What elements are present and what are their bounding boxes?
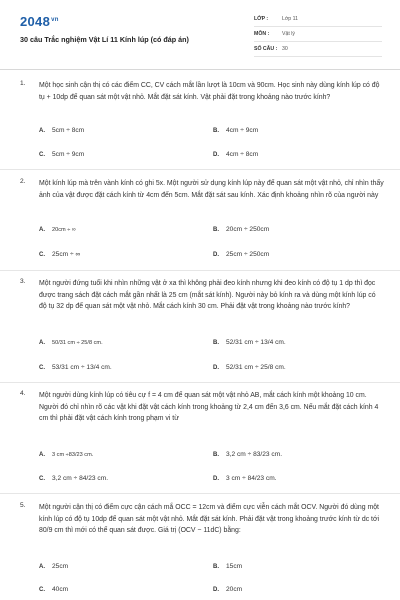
option-letter: B. <box>213 452 219 458</box>
option-letter: D. <box>213 587 219 593</box>
option-a[interactable] <box>39 127 84 134</box>
option-letter: D. <box>213 252 219 258</box>
question-separator <box>0 270 400 271</box>
option-d[interactable] <box>213 475 277 482</box>
option-letter: C. <box>39 587 45 593</box>
option-c[interactable] <box>39 586 68 593</box>
meta-key: LỚP : <box>254 16 269 22</box>
meta-row-subject <box>254 28 382 42</box>
option-a[interactable] <box>39 451 93 458</box>
option-text: 52/31 cm ÷ 13/4 cm. <box>226 339 286 346</box>
option-d[interactable] <box>213 586 242 593</box>
option-text: 3 cm ÷83/23 cm. <box>52 452 94 458</box>
option-a[interactable] <box>39 226 76 233</box>
option-text: 3,2 cm ÷ 83/23 cm. <box>226 451 283 458</box>
option-letter: A. <box>39 128 45 134</box>
option-a[interactable] <box>39 339 103 346</box>
option-text: 25cm <box>52 563 69 570</box>
logo-suffix: vn <box>51 16 59 23</box>
document-title: 30 câu Trắc nghiệm Vật Lí 11 Kính lúp (có đáp án) <box>20 35 189 44</box>
option-text: 50/31 cm ÷ 25/8 cm. <box>52 340 103 346</box>
option-letter: A. <box>39 227 45 233</box>
question-number: 2. <box>20 178 26 185</box>
option-b[interactable] <box>213 563 242 570</box>
option-c[interactable] <box>39 151 84 158</box>
option-text: 5cm ÷ 8cm <box>52 127 85 134</box>
option-letter: C. <box>39 476 45 482</box>
question-separator <box>0 493 400 494</box>
meta-key: SỐ CÂU : <box>254 46 278 52</box>
option-text: 4cm ÷ 9cm <box>226 127 259 134</box>
question-text: Một học sinh cận thị có các điểm CC, CV cách mắt lần lượt là 10cm và 90cm. Học sinh này dùng kính lúp có độ tụ + 10dp để quan sát một vật nhỏ. Mắt đặt sát kính. Vật phải đặt trong khoảng nào trước kính? <box>39 82 380 101</box>
option-text: 3,2 cm ÷ 84/23 cm. <box>52 475 109 482</box>
option-letter: B. <box>213 128 219 134</box>
option-c[interactable] <box>39 364 112 371</box>
option-text: 20cm <box>226 586 243 593</box>
option-text: 20cm ÷ ∞ <box>52 227 76 233</box>
question-number: 1. <box>20 80 26 87</box>
option-text: 25cm ÷ 250cm <box>226 251 270 258</box>
question-separator <box>0 382 400 383</box>
question-text: Một người cận thị có điểm cực cận cách mắ OCC = 12cm và điểm cực viễn cách mắt OCV. Người đó dùng một kính lúp có độ tụ 10dp để quan sát một vật nhỏ. Mắt đặt sát kính. Phải đặt vật trong khoảng trước kính từ dc tới 80/9 cm thì mới có thể quan sát được. Giá trị (OCV − 11dC) bằng: <box>39 504 380 534</box>
meta-value: 30 <box>282 46 288 52</box>
question-number: 5. <box>20 502 26 509</box>
option-letter: D. <box>213 152 219 158</box>
option-text: 5cm ÷ 9cm <box>52 151 85 158</box>
meta-value: Lớp 11 <box>282 16 298 22</box>
question-number: 4. <box>20 390 26 397</box>
meta-key: MÔN : <box>254 31 270 37</box>
question-text: Một người dùng kính lúp có tiêu cự f = 4 cm để quan sát một vật nhỏ AB, mắt cách kính một khoảng 10 cm. Người đó chỉ nhìn rõ các vật khi đặt vật cách kính trong khoảng từ 2,4 cm đến 3,6 cm. Nếu mắt đặt cách kính 4 cm thì phải đặt vật cách kính trong phạm vi từ <box>39 392 379 422</box>
option-d[interactable] <box>213 251 269 258</box>
option-text: 20cm ÷ 250cm <box>226 226 270 233</box>
meta-row-count <box>254 43 382 57</box>
question-number: 3. <box>20 278 26 285</box>
meta-row-class <box>254 13 382 27</box>
option-letter: A. <box>39 340 45 346</box>
logo-text: 2048 <box>20 14 51 29</box>
option-text: 15cm <box>226 563 243 570</box>
option-text: 25cm ÷ ∞ <box>52 251 81 258</box>
option-text: 40cm <box>52 586 69 593</box>
question-text: Một người đứng tuổi khi nhìn những vật ở xa thì không phải đeo kính nhưng khi đeo kính có độ tụ 1 dp thì đọc được trang sách đặt cách mắt gần nhất là 25 cm (mắt sát kính). Người này bỏ kính ra và dùng một kính lúp có độ tụ 32 dp để quan sát một vật nhỏ. Mắt cách kính 30 cm. Phải đặt vật trong khoảng nào trước kính? <box>39 280 376 310</box>
option-d[interactable] <box>213 151 258 158</box>
site-logo[interactable] <box>20 14 59 29</box>
meta-value: Vật lý <box>282 31 295 37</box>
option-letter: B. <box>213 564 219 570</box>
option-letter: C. <box>39 152 45 158</box>
option-letter: C. <box>39 252 45 258</box>
header-divider <box>0 69 400 70</box>
option-text: 52/31 cm ÷ 25/8 cm. <box>226 364 286 371</box>
option-text: 4cm ÷ 8cm <box>226 151 259 158</box>
option-a[interactable] <box>39 563 68 570</box>
option-b[interactable] <box>213 226 269 233</box>
document-header <box>0 0 400 68</box>
option-letter: B. <box>213 340 219 346</box>
option-letter: D. <box>213 365 219 371</box>
question-separator <box>0 169 400 170</box>
option-letter: C. <box>39 365 45 371</box>
option-c[interactable] <box>39 475 108 482</box>
question-text: Một kính lúp mà trên vành kính có ghi 5x. Một người sử dụng kính lúp này để quan sát một vật nhỏ, chỉ nhìn thấy ảnh của vật được đặt cách kính từ 4cm đến 5cm. Mắt đặt sát sau kính. Xác định khoảng nhìn rõ của người này <box>39 180 384 199</box>
option-d[interactable] <box>213 364 286 371</box>
option-b[interactable] <box>213 127 258 134</box>
option-b[interactable] <box>213 339 286 346</box>
option-letter: A. <box>39 564 45 570</box>
option-letter: A. <box>39 452 45 458</box>
option-text: 53/31 cm ÷ 13/4 cm. <box>52 364 112 371</box>
option-text: 3 cm ÷ 84/23 cm. <box>226 475 277 482</box>
option-c[interactable] <box>39 251 80 258</box>
option-letter: D. <box>213 476 219 482</box>
option-letter: B. <box>213 227 219 233</box>
option-b[interactable] <box>213 451 282 458</box>
